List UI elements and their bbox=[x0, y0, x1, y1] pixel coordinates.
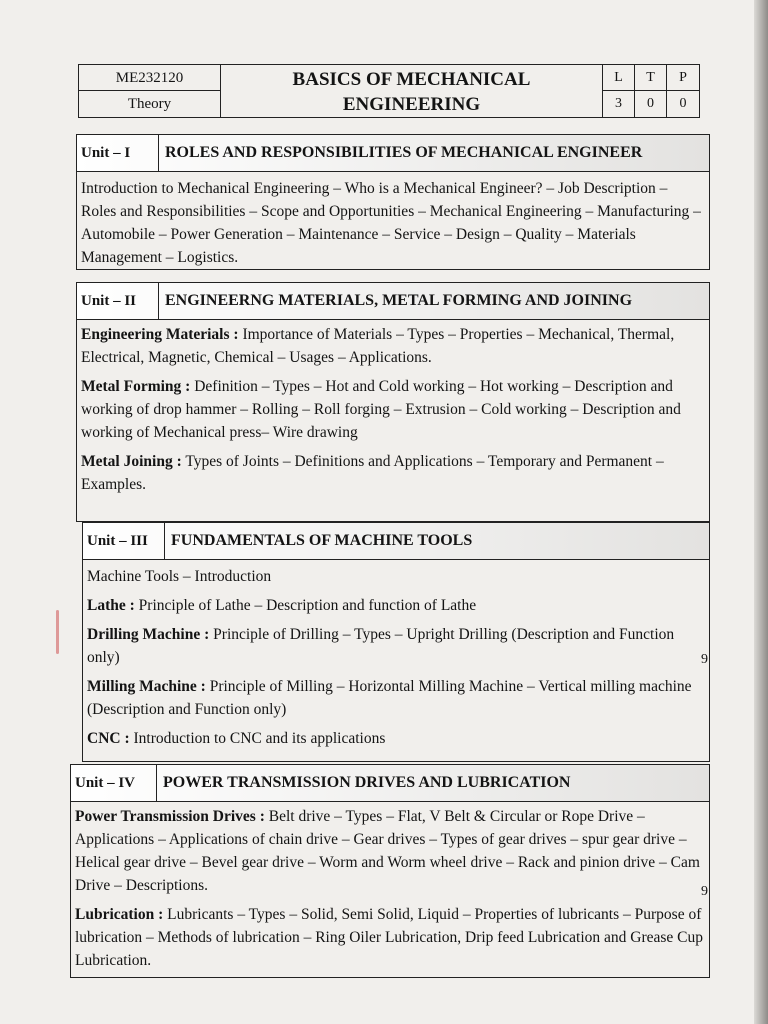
unit-3-title: FUNDAMENTALS OF MACHINE TOOLS bbox=[171, 532, 473, 549]
pen-mark bbox=[56, 610, 59, 654]
ltp-column-p bbox=[667, 65, 699, 117]
lead-metal-forming: Metal Forming : bbox=[81, 378, 191, 395]
course-title bbox=[221, 65, 603, 117]
unit-2-paragraph-materials: Engineering Materials : Importance of Materials – Types – Properties – Mechanical, Thermal, Electrical, Magnetic, Chemical – Usages – Applications. bbox=[81, 326, 675, 366]
unit-2-paragraph-forming: Metal Forming : Definition – Types – Hot and Cold working – Hot working – Description and working of drop hammer – Rolling – Roll forging – Extrusion – Cold working – Description and working of Mechanical press– Wire drawing bbox=[81, 378, 681, 441]
page-edge-shadow bbox=[754, 0, 768, 1024]
course-title-line1: BASICS OF MECHANICAL bbox=[292, 69, 531, 90]
unit-3-section bbox=[82, 522, 710, 762]
unit-2-header bbox=[77, 283, 709, 320]
lead-power-transmission-drives: Power Transmission Drives : bbox=[75, 808, 265, 825]
course-title-line2: ENGINEERING bbox=[342, 94, 481, 115]
ltp-column-l bbox=[603, 65, 635, 117]
unit-4-title: POWER TRANSMISSION DRIVES AND LUBRICATION bbox=[163, 774, 571, 791]
unit-4-header bbox=[71, 765, 709, 802]
unit-1-paragraph: Introduction to Mechanical Engineering – Who is a Mechanical Engineer? – Job Description – Roles and Responsibilities – Scope and Opportunities – Mechanical Engineering – Manufacturing – Automobile – Power Generation – Maintenance – Service – Design – Quality – Materials Management – Logistics. bbox=[81, 180, 701, 266]
ltp-value-p: 0 bbox=[679, 96, 687, 111]
unit-3-paragraph-lathe: Lathe : Principle of Lathe – Description and function of Lathe bbox=[87, 597, 477, 614]
unit-3-paragraph-milling: Milling Machine : Principle of Milling – Horizontal Milling Machine – Vertical milling machine (Description and Function only) bbox=[87, 678, 692, 718]
unit-3-margin-mark: 9 bbox=[701, 652, 708, 667]
unit-3-paragraph-drilling: Drilling Machine : Principle of Drilling – Types – Upright Drilling (Description and Function only) bbox=[87, 626, 675, 666]
unit-2-paragraph-joining: Metal Joining : Types of Joints – Definitions and Applications – Temporary and Permanent – Examples. bbox=[81, 453, 664, 493]
lead-drilling-machine: Drilling Machine : bbox=[87, 626, 210, 643]
unit-1-title: ROLES AND RESPONSIBILITIES OF MECHANICAL ENGINEER bbox=[165, 144, 643, 161]
unit-2-label: Unit – II bbox=[77, 283, 159, 319]
unit-1-header bbox=[77, 135, 709, 172]
ltp-value-t: 0 bbox=[647, 96, 654, 111]
lead-lubrication: Lubrication : bbox=[75, 906, 164, 923]
unit-3-paragraph-cnc: CNC : Introduction to CNC and its applications bbox=[87, 730, 386, 747]
ltp-value-l: 3 bbox=[615, 96, 622, 111]
unit-2-body bbox=[81, 323, 703, 502]
unit-2-title: ENGINEERNG MATERIALS, METAL FORMING AND JOINING bbox=[165, 292, 633, 309]
unit-1-body bbox=[81, 177, 703, 275]
course-code: ME232120 bbox=[79, 65, 221, 91]
ltp-header-p: P bbox=[667, 65, 699, 91]
unit-4-paragraph-drives: Power Transmission Drives : Belt drive – Types – Flat, V Belt & Circular or Rope Drive – Applications – Applications of chain drive – Gear drives – Types of gear drives – spur gear drive – Helical gear drive – Bevel gear drive – Worm and Worm wheel drive – Rack and pinion drive – Cam Drive – Descriptions. bbox=[75, 808, 700, 894]
unit-3-header bbox=[83, 523, 709, 560]
unit-2-section bbox=[76, 282, 710, 522]
unit-1-section bbox=[76, 134, 710, 270]
unit-4-paragraph-lubrication: Lubrication : Lubricants – Types – Solid, Semi Solid, Liquid – Properties of lubricants – Purpose of lubrication – Methods of lubrication – Ring Oiler Lubrication, Drip feed Lubrication and Grease Cup Lubrication. bbox=[75, 906, 704, 969]
lead-engineering-materials: Engineering Materials : bbox=[81, 326, 239, 343]
lead-lathe: Lathe : bbox=[87, 597, 135, 614]
ltp-header-l: L bbox=[603, 65, 634, 91]
unit-4-label: Unit – IV bbox=[71, 765, 157, 801]
unit-4-margin-mark: 9 bbox=[701, 884, 708, 899]
ltp-column-t bbox=[635, 65, 667, 117]
unit-3-body bbox=[87, 565, 703, 756]
unit-4-body bbox=[75, 805, 703, 978]
course-category: Theory bbox=[79, 91, 221, 117]
unit-3-paragraph-intro: Machine Tools – Introduction bbox=[87, 568, 272, 585]
ltp-header-t: T bbox=[635, 65, 666, 91]
course-header-table bbox=[78, 64, 700, 118]
lead-cnc: CNC : bbox=[87, 730, 130, 747]
lead-milling-machine: Milling Machine : bbox=[87, 678, 206, 695]
unit-3-label: Unit – III bbox=[83, 523, 165, 559]
unit-1-label: Unit – I bbox=[77, 135, 159, 171]
unit-4-section bbox=[70, 764, 710, 978]
lead-metal-joining: Metal Joining : bbox=[81, 453, 182, 470]
